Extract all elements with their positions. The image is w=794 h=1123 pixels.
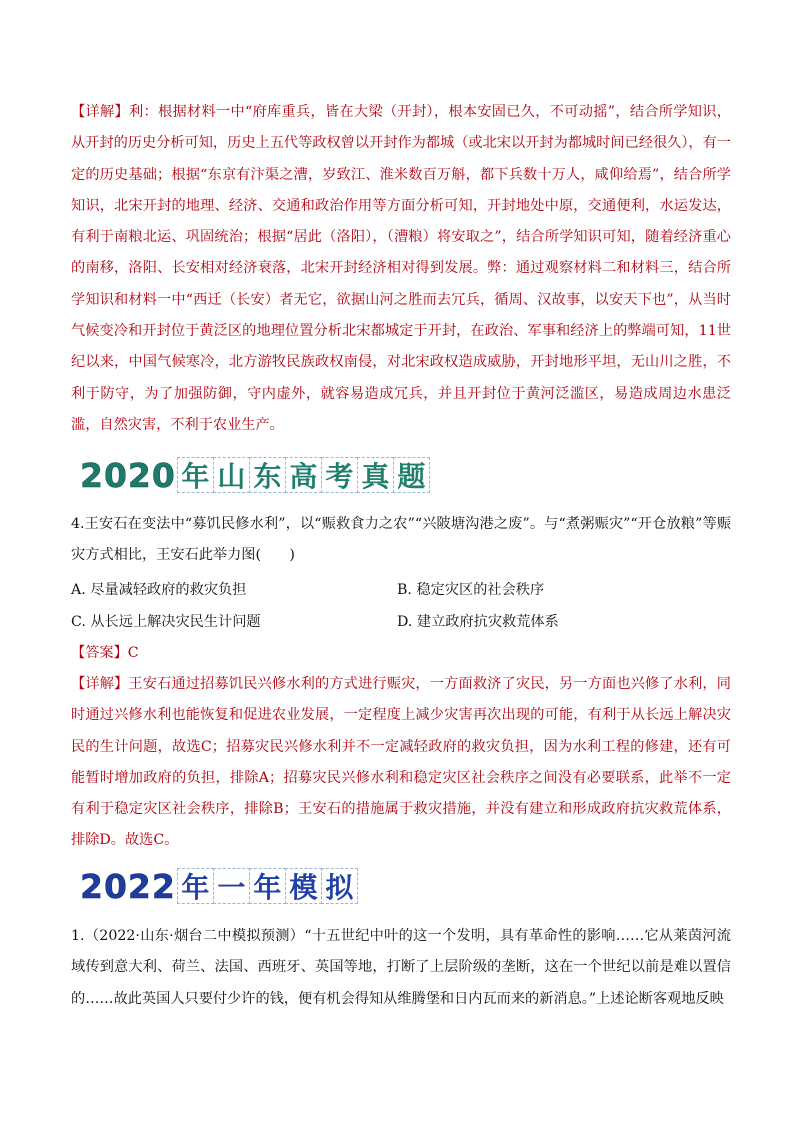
option-a: A. 尽量减轻政府的救灾负担 [71,582,247,598]
banner-chars [178,868,358,904]
question-1-text: 1.（2022·山东·烟台二中模拟预测）“十五世纪中叶的这一个发明，具有革命性的影响……它从莱茵河流域传到意大利、荷兰、法国、西班牙、英国等地，打断了上层阶级的垄断，这在一个世纪以前是难以置信的……故此英国人只要付少许的钱，便有机会得知从维腾堡和日内瓦而来的新消息。”上述论断客观地反映 [71,928,731,1007]
banner-char: 年 [177,868,214,904]
option-d: D. 建立政府抗灾救荒体系 [397,614,559,630]
banner-char: 一 [213,868,250,904]
banner-year: 2022 [80,866,176,906]
section-banner-2022 [80,866,358,906]
banner-char: 年 [177,457,214,493]
banner-char: 模 [285,868,322,904]
banner-year: 2020 [80,455,176,495]
option-c: C. 从长远上解决灾民生计问题 [71,614,261,630]
detail-text: 王安石通过招募饥民兴修水利的方式进行赈灾，一方面救济了灾民，另一方面也兴修了水利，同时通过兴修水利也能恢复和促进农业发展，一定程度上减少灾害再次出现的可能，有利于从长远上解决灾民的生计问题，故选C；招募灾民兴修水利并不一定减轻政府的救灾负担，因为水利工程的修建，还有可能暂时增加政府的负担，排除A；招募灾民兴修水利和稳定灾区社会秩序之间没有必要联系，此举不一定有利于稳定灾区社会秩序，排除B；王安石的措施属于救灾措施，并没有建立和形成政府抗灾救荒体系，排除D。故选C。 [71,676,731,849]
banner-chars [178,457,430,493]
detail-label: 【详解】 [71,104,129,120]
banner-char: 山 [213,457,250,493]
question-4-stem: 4.王安石在变法中“募饥民修水利”，以“赈救食力之农”“兴陂塘沟港之废”。与“煮粥赈灾”“开仓放粮”等赈灾方式相比，王安石此举力图( ) [71,516,731,564]
banner-char: 年 [249,868,286,904]
banner-char: 真 [357,457,394,493]
detail-paragraph-1 [71,97,731,441]
detail-label: 【详解】 [71,676,129,692]
banner-char: 考 [321,457,358,493]
banner-char: 东 [249,457,286,493]
section-banner-2020 [80,455,430,495]
option-b: B. 稳定灾区的社会秩序 [397,582,545,598]
banner-char: 高 [285,457,322,493]
banner-char: 题 [393,457,430,493]
detail-paragraph-2 [71,669,731,857]
banner-char: 拟 [321,868,358,904]
answer: 【答案】C [71,645,139,661]
detail-text: 利：根据材料一中“府库重兵，皆在大梁（开封），根本安固已久，不可动摇”，结合所学知识，从开封的历史分析可知，历史上五代等政权曾以开封作为都城（或北宋以开封为都城时间已经很久），有一定的历史基础；根据“东京有汴渠之漕，岁致江、淮米数百万斛，都下兵数十万人，咸仰给焉”，结合所学知识，北宋开封的地理、经济、交通和政治作用等方面分析可知，开封地处中原，交通便利，水运发达，有利于南粮北运、巩固统治；根据“居此（洛阳），（漕粮）将安取之”，结合所学知识可知，随着经济重心的南移，洛阳、长安相对经济衰落，北宋开封经济相对得到发展。弊：通过观察材料二和材料三，结合所学知识和材料一中“西迁（长安）者无它，欲据山河之胜而去冗兵，循周、汉故事，以安天下也”，从当时气候变冷和开封位于黄泛区的地理位置分析北宋都城定于开封，在政治、军事和经济上的弊端可知，11世纪以来，中国气候寒冷，北方游牧民族政权南侵，对北宋政权造成威胁，开封地形平坦，无山川之胜，不利于防守，为了加强防御，守内虚外，就容易造成冗兵，并且开封位于黄河泛滥区，易造成周边水患泛滥，自然灾害，不利于农业生产。 [71,104,731,433]
